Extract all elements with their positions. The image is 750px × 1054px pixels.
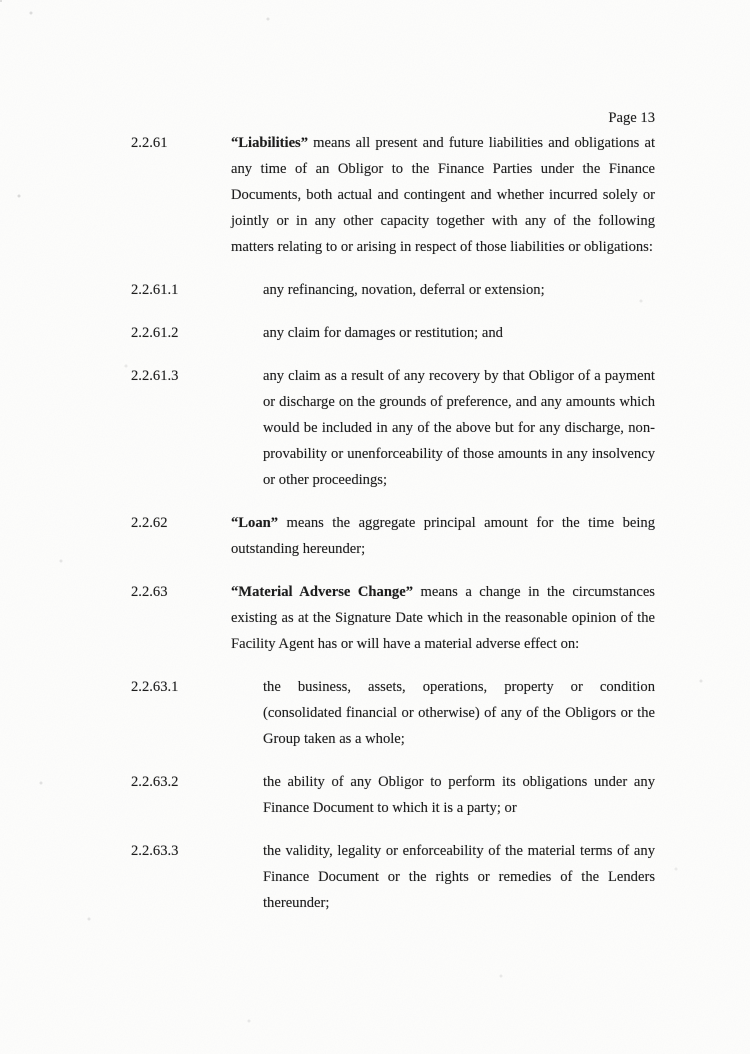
clause-body-text: any claim as a result of any recovery by that Obligor of a payment or discharge on the grounds of preference, and any amounts which would be included in any of the above but for any discharge, non-provability or unenforceability of those amounts in any insolvency or other proceedings; (263, 368, 655, 488)
defined-term: “Liabilities” (231, 135, 309, 151)
clause-body-text: the business, assets, operations, property or condition (consolidated financial or otherwise) of any of the Obligors or the Group taken as a whole; (263, 679, 655, 747)
clause-2-2-63-1 (131, 674, 655, 752)
clause-text (263, 674, 655, 752)
clause-text (263, 769, 655, 821)
clause-2-2-61-2 (131, 320, 655, 346)
clause-number: 2.2.63.1 (131, 679, 179, 695)
clause-body-text: means all present and future liabilities and obligations at any time of an Obligor to the Finance Parties under the Finance Documents, both actual and contingent and whether incurred solely or jointly or in any other capacity together with any of the following matters relating to or arising in respect of those liabilities or obligations: (231, 135, 655, 255)
clause-number: 2.2.61.3 (131, 368, 179, 384)
clause-number: 2.2.63.2 (131, 774, 179, 790)
defined-term: “Material Adverse Change” (231, 584, 414, 600)
scan-speckles (0, 0, 2, 2)
clause-2-2-63-2 (131, 769, 655, 821)
clause-text (263, 320, 655, 346)
clause-number: 2.2.61 (131, 135, 168, 151)
clause-2-2-61 (131, 130, 655, 260)
clause-number: 2.2.61.1 (131, 282, 179, 298)
clause-text (231, 130, 655, 260)
clause-2-2-61-1 (131, 277, 655, 303)
clause-2-2-63-3 (131, 838, 655, 916)
clause-text (263, 277, 655, 303)
clause-text (263, 838, 655, 916)
clause-2-2-61-3 (131, 363, 655, 493)
clause-number: 2.2.62 (131, 515, 168, 531)
clause-body-text: means a change in the circumstances existing as at the Signature Date which in the reasonable opinion of the Facility Agent has or will have a material adverse effect on: (231, 584, 655, 652)
page-number-label: Page 13 (608, 110, 655, 126)
clause-number: 2.2.63.3 (131, 843, 179, 859)
clause-body-text: the ability of any Obligor to perform its obligations under any Finance Document to which it is a party; or (263, 774, 655, 816)
clause-text (263, 363, 655, 493)
clause-text (231, 510, 655, 562)
clause-2-2-63 (131, 579, 655, 657)
clause-number: 2.2.61.2 (131, 325, 179, 341)
clause-body-text: any claim for damages or restitution; and (263, 325, 503, 341)
clause-body-text: the validity, legality or enforceability of the material terms of any Finance Document or the rights or remedies of the Lenders thereunder; (263, 843, 655, 911)
clause-body-text: any refinancing, novation, deferral or extension; (263, 282, 545, 298)
clause-2-2-62 (131, 510, 655, 562)
clause-body-text: means the aggregate principal amount for the time being outstanding hereunder; (231, 515, 655, 557)
clause-number: 2.2.63 (131, 584, 168, 600)
document-content (131, 108, 655, 933)
clause-text (231, 579, 655, 657)
defined-term: “Loan” (231, 515, 279, 531)
